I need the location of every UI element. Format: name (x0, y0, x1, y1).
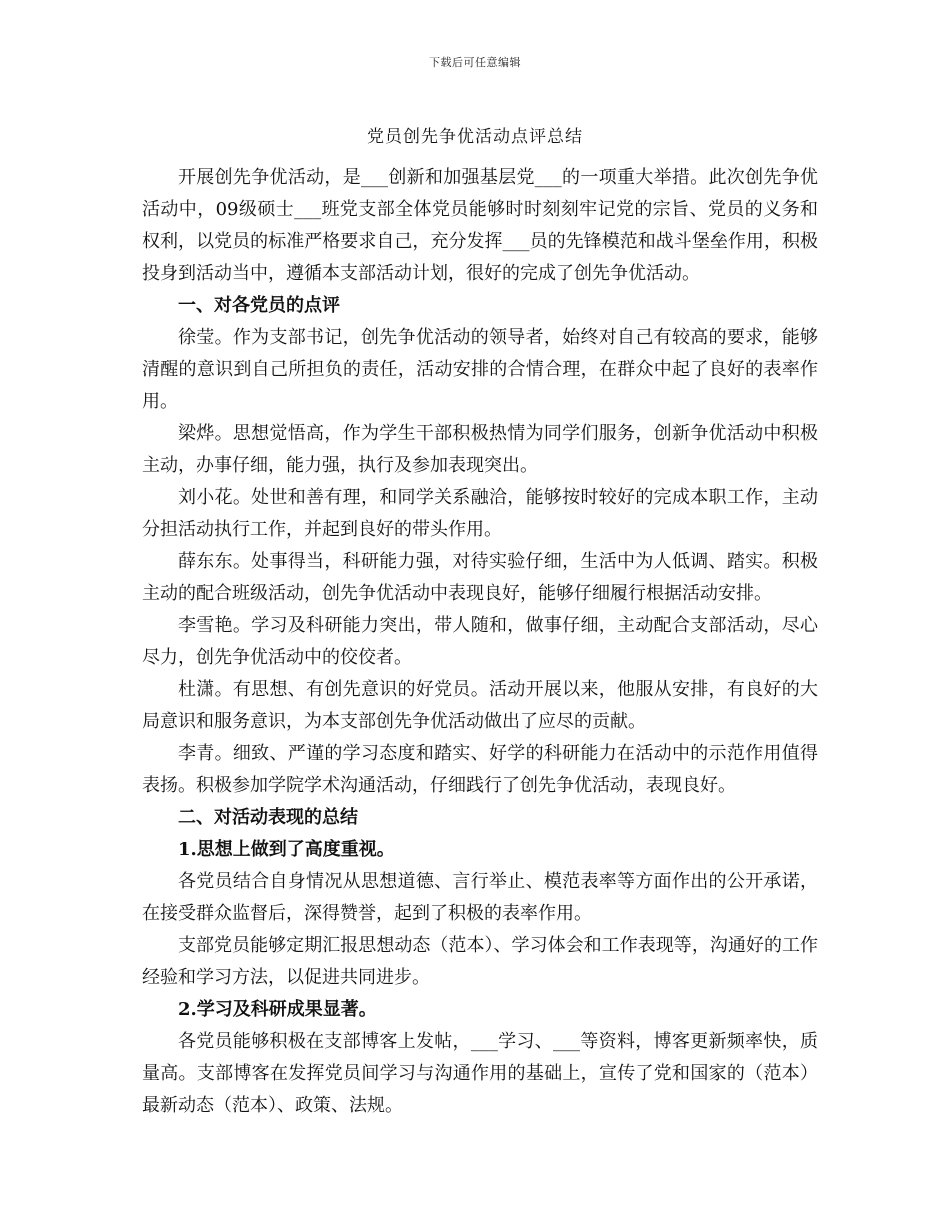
summary-paragraph-commitment: 各党员结合自身情况从思想道德、言行举止、模范表率等方面作出的公开承诺，在接受群众监督后，深得赞誉，起到了积极的表率作用。 (142, 871, 818, 924)
section-heading-activity-summary: 二、对活动表现的总结 (178, 807, 358, 828)
review-paragraph-xu-ying: 徐莹。作为支部书记，创先争优活动的领导者，始终对自己有较高的要求，能够清醒的意识到自己所担负的责任，活动安排的合情合理，在群众中起了良好的表率作用。 (142, 327, 818, 412)
intro-paragraph: 开展创先争优活动，是___创新和加强基层党___的一项重大举措。此次创先争优活动中，09级硕士___班党支部全体党员能够时时刻刻牢记党的宗旨、党员的义务和权利，以党员的标准严格要求自己，充分发挥___员的先锋模范和战斗堡垒作用，积极投身到活动当中，遵循本支部活动计划，很好的完成了创先争优活动。 (142, 167, 818, 284)
review-paragraph-li-qing: 李青。细致、严谨的学习态度和踏实、好学的科研能力在活动中的示范作用值得表扬。积极参加学院学术沟通活动，仔细践行了创先争优活动，表现良好。 (142, 743, 818, 796)
review-paragraph-du-xiao: 杜潇。有思想、有创先意识的好党员。活动开展以来，他服从安排，有良好的大局意识和服务意识，为本支部创先争优活动做出了应尽的贡献。 (142, 679, 818, 732)
page-header-note: 下载后可任意编辑 (429, 56, 521, 69)
summary-paragraph-reporting: 支部党员能够定期汇报思想动态（范本）、学习体会和工作表现等，沟通好的工作经验和学习方法，以促进共同进步。 (142, 935, 818, 988)
review-paragraph-liu-xiaohua: 刘小花。处世和善有理，和同学关系融洽，能够按时较好的完成本职工作，主动分担活动执行工作，并起到良好的带头作用。 (142, 487, 818, 540)
document-title: 党员创先争优活动点评总结 (367, 127, 583, 147)
review-paragraph-liang-ye: 梁烨。思想觉悟高，作为学生干部积极热情为同学们服务，创新争优活动中积极主动，办事仔细，能力强，执行及参加表现突出。 (142, 423, 818, 476)
subheading-research: 2.学习及科研成果显著。 (178, 999, 377, 1020)
section-heading-member-reviews: 一、对各党员的点评 (178, 295, 340, 316)
summary-paragraph-blog: 各党员能够积极在支部博客上发帖，___学习、___等资料，博客更新频率快，质量高。支部博客在发挥党员间学习与沟通作用的基础上，宣传了党和国家的（范本）最新动态（范本）、政策、法规。 (142, 1031, 818, 1116)
review-paragraph-xue-dongdong: 薛东东。处事得当，科研能力强，对待实验仔细，生活中为人低调、踏实。积极主动的配合班级活动，创先争优活动中表现良好，能够仔细履行根据活动安排。 (142, 551, 818, 604)
review-paragraph-li-xueyan: 李雪艳。学习及科研能力突出，带人随和，做事仔细，主动配合支部活动，尽心尽力，创先争优活动中的佼佼者。 (142, 615, 818, 668)
subheading-ideology: 1.思想上做到了高度重视。 (178, 839, 395, 860)
document-body (142, 162, 818, 1122)
